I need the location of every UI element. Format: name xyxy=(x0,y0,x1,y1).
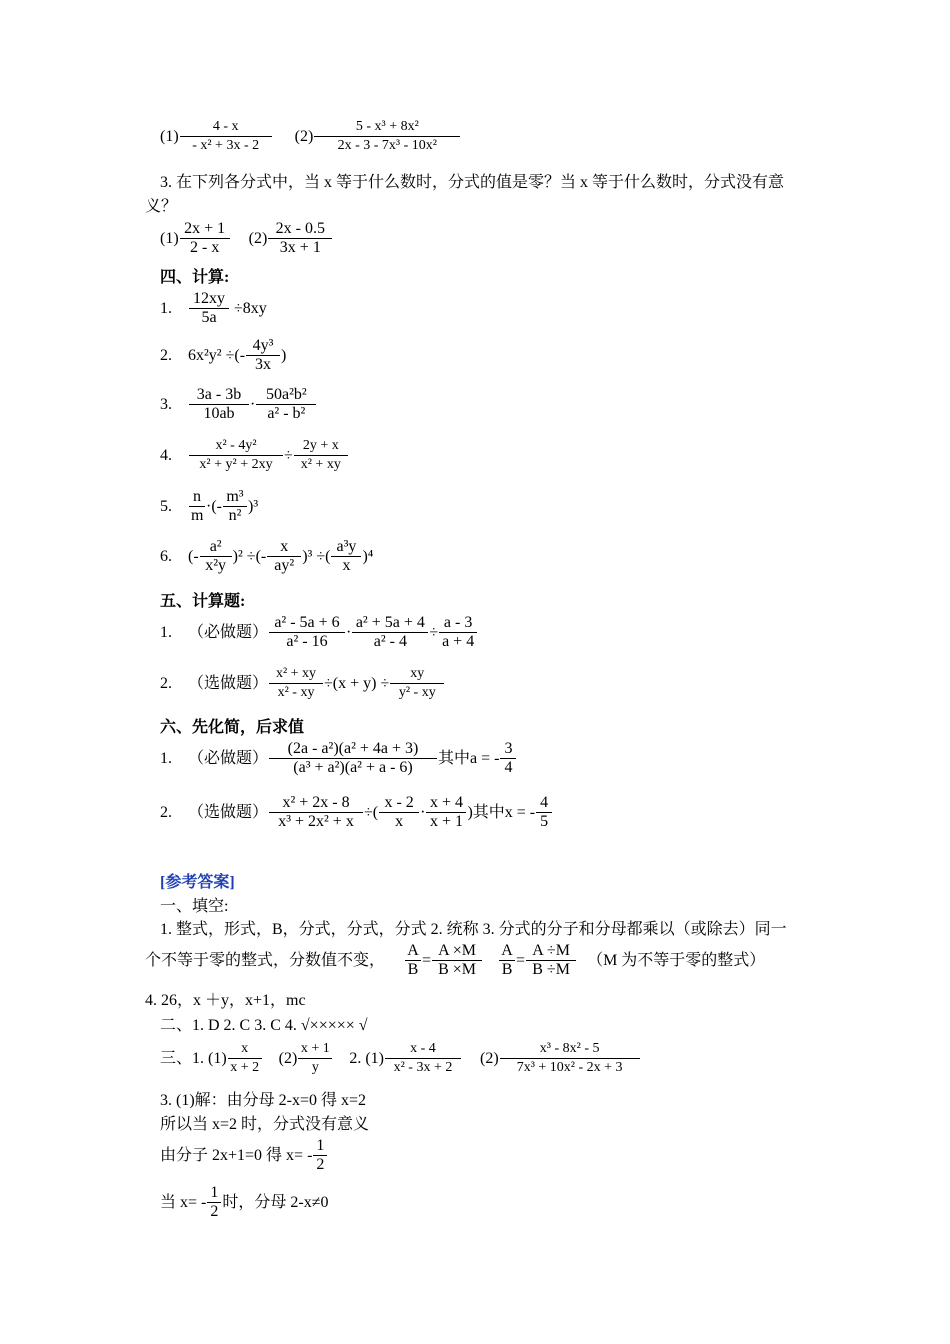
s6-p2-operator1: ÷( xyxy=(364,803,379,821)
s4-p5-denominator2: n² xyxy=(223,506,247,525)
answers-frac-adm-bdm xyxy=(526,942,576,979)
s5-p2-tag: （选做题） xyxy=(188,674,269,692)
s4-p1-denominator: 5a xyxy=(189,308,229,327)
s6-p1-numerator: (2a - a²)(a² + 4a + 3) xyxy=(287,740,419,757)
answers-s3-num1: x xyxy=(241,1041,249,1056)
s6-p2-denominator2: x xyxy=(379,812,419,831)
answers-solution-line1: 3. (1)解：由分母 2-x=0 得 x=2 xyxy=(160,1092,367,1109)
answers-fill-line2-head: 个不等于零的整式，分数值不变， xyxy=(145,951,386,969)
answers-eq-1: = xyxy=(422,951,432,969)
answers-fill-line2 xyxy=(145,942,765,979)
answers-half-1-den: 2 xyxy=(313,1155,327,1174)
s5-p1-numerator1: a² - 5a + 6 xyxy=(274,614,340,631)
s5-p1-operator1: · xyxy=(346,623,352,641)
answers-choice: 二、1. D 2. C 3. C 4. √××××× √ xyxy=(160,1017,368,1034)
answers-fill-title: 一、填空: xyxy=(160,898,229,915)
s4-p3-fraction1 xyxy=(189,386,249,423)
q3-items xyxy=(160,220,333,257)
s6-p2-denominator1: x³ + 2x² + x xyxy=(269,812,363,831)
s4-p3-numerator1: 3a - 3b xyxy=(196,386,242,403)
s6-p1-value-den: 4 xyxy=(500,758,516,777)
q2-item1-fraction xyxy=(180,118,272,155)
s4-problem3 xyxy=(160,386,317,423)
s4-p5-denominator1: m xyxy=(191,507,204,524)
s6-p1-value xyxy=(500,740,516,777)
s5-p1-fraction2 xyxy=(352,614,428,651)
answers-frac-b-2: B xyxy=(499,960,515,979)
q2-item2-numerator: 5 - x³ + 8x² xyxy=(355,119,419,134)
answers-frac-adm: A ÷M xyxy=(532,942,570,959)
s5-p1-numerator2: a² + 5a + 4 xyxy=(355,614,425,631)
s6-p2-tag: （选做题） xyxy=(188,803,269,821)
s6-p2-operator2: · xyxy=(420,803,426,821)
s4-p4-number: 4. xyxy=(160,446,172,464)
s4-p4-denominator1: x² + y² + 2xy xyxy=(189,455,283,474)
s4-p6-number: 6. xyxy=(160,547,172,565)
s6-problem2 xyxy=(160,794,553,831)
answers-solution-line4-tail: 时，分母 2-x≠0 xyxy=(222,1193,329,1211)
s4-p6-mid1: )² ÷(- xyxy=(232,547,267,565)
s4-p4-numerator2: 2y + x xyxy=(302,438,339,453)
s4-p6-fraction2 xyxy=(267,538,301,575)
answers-s3-den3: x² - 3x + 2 xyxy=(385,1058,461,1077)
s4-p6-mid2: )³ ÷( xyxy=(302,547,331,565)
answers-half-2-num: 1 xyxy=(210,1184,219,1201)
s4-p4-denominator2: x² + xy xyxy=(294,455,348,474)
s5-p1-denominator2: a² - 4 xyxy=(352,632,428,651)
q3-item2-denominator: 3x + 1 xyxy=(268,238,332,257)
answers-s3-num2: x + 1 xyxy=(300,1041,330,1056)
s4-problem6 xyxy=(160,538,373,575)
answers-s3-den1: x + 2 xyxy=(228,1058,262,1077)
answers-frac-a-2: A xyxy=(501,942,513,959)
answers-frac-a-1: A xyxy=(407,942,419,959)
section5-title: 五、计算题: xyxy=(160,593,246,610)
answers-half-1 xyxy=(313,1137,327,1174)
s4-p1-tail: ÷8xy xyxy=(234,299,267,317)
section6-title: 六、先化简，后求值 xyxy=(160,719,305,736)
s4-problem1 xyxy=(160,290,267,327)
s6-p2-value xyxy=(536,794,552,831)
s4-p3-denominator1: 10ab xyxy=(189,404,249,423)
s6-p2-denominator3: x + 1 xyxy=(426,812,466,831)
answers-s3-den2: y xyxy=(298,1058,332,1077)
s4-p6-head: (- xyxy=(188,547,199,565)
answers-section3 xyxy=(160,1040,641,1077)
s6-p2-numerator1: x² + 2x - 8 xyxy=(282,794,350,811)
s5-p2-mid: ÷(x + y) ÷ xyxy=(324,674,390,692)
s4-p5-mid: ·(- xyxy=(206,497,222,515)
s4-p4-operator: ÷ xyxy=(284,446,293,464)
s4-p3-denominator2: a² - b² xyxy=(256,404,316,423)
s6-p2-numerator2: x - 2 xyxy=(384,794,414,811)
s4-p6-numerator2: x xyxy=(280,538,289,555)
answers-s3-frac1 xyxy=(228,1040,262,1077)
s4-p1-number: 1. xyxy=(160,299,172,317)
s4-problem2 xyxy=(160,337,286,374)
s4-p6-fraction3 xyxy=(331,538,361,575)
s5-problem1 xyxy=(160,614,478,651)
answers-frac-bdm: B ÷M xyxy=(526,960,576,979)
s6-p1-mid: 其中a = - xyxy=(438,749,500,767)
q3-item1-fraction xyxy=(180,220,230,257)
s6-p1-tag: （必做题） xyxy=(188,749,269,767)
q2-item1-label: (1) xyxy=(160,127,179,145)
answers-frac-am-bm xyxy=(432,942,482,979)
answers-fill-line2-tail: （M 为不等于零的整式） xyxy=(587,951,766,969)
s4-p5-fraction2 xyxy=(223,488,247,525)
answers-solution-line3 xyxy=(160,1137,328,1174)
s6-p2-numerator3: x + 4 xyxy=(429,794,463,811)
answers-frac-bm: B ×M xyxy=(432,960,482,979)
s4-p2-fraction xyxy=(246,337,280,374)
s5-p2-numerator2: xy xyxy=(410,666,425,681)
s4-p6-numerator1: a² xyxy=(209,538,222,555)
s4-p3-numerator2: 50a²b² xyxy=(265,386,307,403)
q2-item2-denominator: 2x - 3 - 7x³ - 10x² xyxy=(314,136,460,155)
s6-p2-value-num: 4 xyxy=(540,794,549,811)
s6-p2-fraction3 xyxy=(426,794,466,831)
answers-s3-den4: 7x³ + 10x² - 2x + 3 xyxy=(500,1058,640,1077)
answers-solution-line4-head: 当 x= - xyxy=(160,1193,207,1211)
s4-p5-numerator2: m³ xyxy=(226,488,244,505)
answers-fill-line1: 1. 整式，形式，B，分式，分式，分式 2. 统称 3. 分式的分子和分母都乘以（或除去）同一 xyxy=(160,921,787,938)
s4-p5-fraction1 xyxy=(189,488,205,525)
s5-p1-denominator3: a + 4 xyxy=(439,632,477,651)
s4-p5-number: 5. xyxy=(160,497,172,515)
s6-p2-fraction1 xyxy=(269,794,363,831)
answers-title: [参考答案] xyxy=(160,874,235,891)
s5-p1-number: 1. xyxy=(160,623,172,641)
s4-p3-number: 3. xyxy=(160,395,172,413)
answers-solution-line3-text: 由分子 2x+1=0 得 x= - xyxy=(160,1146,313,1164)
s4-p6-tail: )⁴ xyxy=(362,547,374,565)
s6-p2-mid: )其中x = - xyxy=(467,803,536,821)
s4-p5-tail: )³ xyxy=(247,497,259,515)
q2-item2-label: (2) xyxy=(294,127,314,145)
s5-p1-tag: （必做题） xyxy=(188,623,269,641)
s5-p1-operator2: ÷ xyxy=(429,623,439,641)
s6-problem1 xyxy=(160,740,517,777)
s5-p2-number: 2. xyxy=(160,674,172,692)
answers-s3-label3: 2. (1) xyxy=(349,1049,384,1067)
answers-s3-label2: (2) xyxy=(278,1049,298,1067)
answers-s3-label4: (2) xyxy=(479,1049,499,1067)
s5-p1-fraction1 xyxy=(269,614,345,651)
answers-s3-frac3 xyxy=(385,1040,461,1077)
s4-p5-numerator1: n xyxy=(193,488,201,505)
s4-p4-fraction1 xyxy=(189,437,283,474)
q2-item2-fraction xyxy=(314,118,460,155)
answers-half-2 xyxy=(207,1184,221,1221)
s6-p1-fraction xyxy=(269,740,437,777)
s4-p6-denominator1: x²y xyxy=(200,556,232,575)
answers-solution-line2: 所以当 x=2 时，分式没有意义 xyxy=(160,1116,370,1133)
s4-p6-denominator2: ay² xyxy=(267,556,301,575)
s4-p6-numerator3: a³y xyxy=(336,538,357,555)
s4-p2-denominator: 3x xyxy=(246,355,280,374)
s6-p1-number: 1. xyxy=(160,749,172,767)
answers-s3-num3: x - 4 xyxy=(410,1041,436,1056)
s6-p2-value-den: 5 xyxy=(536,812,552,831)
s4-p3-fraction2 xyxy=(256,386,316,423)
s5-p1-denominator1: a² - 16 xyxy=(269,632,345,651)
q3-item2-label: (2) xyxy=(248,229,268,247)
section4-title: 四、计算: xyxy=(160,269,230,286)
s4-p4-numerator1: x² - 4y² xyxy=(215,438,257,453)
q3-text-line2: 义？ xyxy=(145,198,178,215)
s5-p2-denominator1: x² - xy xyxy=(269,683,323,702)
s5-p1-numerator3: a - 3 xyxy=(443,614,473,631)
answers-s3-num4: x³ - 8x² - 5 xyxy=(539,1041,600,1056)
s4-p1-fraction xyxy=(189,290,229,327)
s4-p3-operator: · xyxy=(250,395,256,413)
s4-problem4 xyxy=(160,437,349,474)
q3-item2-numerator: 2x - 0.5 xyxy=(275,220,325,237)
q3-item1-label: (1) xyxy=(160,229,179,247)
s5-p2-numerator1: x² + xy xyxy=(275,666,317,681)
s6-p2-fraction2 xyxy=(379,794,419,831)
s4-p4-fraction2 xyxy=(294,437,348,474)
answers-s3-frac4 xyxy=(500,1040,640,1077)
q2-item1-numerator: 4 - x xyxy=(212,119,239,134)
s5-p2-fraction2 xyxy=(390,665,444,702)
s4-p6-denominator3: x xyxy=(331,556,361,575)
answers-eq-2: = xyxy=(516,951,526,969)
answers-s3-head: 三、1. (1) xyxy=(160,1049,227,1067)
s4-p1-numerator: 12xy xyxy=(193,290,225,307)
s4-p2-tail: ) xyxy=(281,346,287,364)
s4-problem5 xyxy=(160,488,258,525)
s4-p2-number: 2. xyxy=(160,346,172,364)
s6-p1-denominator: (a³ + a²)(a² + a - 6) xyxy=(269,758,437,777)
answers-solution-line4 xyxy=(160,1184,328,1221)
answers-frac-a-b-2 xyxy=(499,942,515,979)
q3-item2-fraction xyxy=(268,220,332,257)
answers-half-1-num: 1 xyxy=(316,1137,325,1154)
answers-frac-a-b-1 xyxy=(405,942,421,979)
s6-p1-value-num: 3 xyxy=(504,740,513,757)
s4-p2-numerator: 4y³ xyxy=(252,337,274,354)
q3-item1-numerator: 2x + 1 xyxy=(184,220,226,237)
answers-s3-frac2 xyxy=(298,1040,332,1077)
s4-p6-fraction1 xyxy=(200,538,232,575)
s5-p1-fraction3 xyxy=(439,614,477,651)
answers-fill-line4: 4. 26，x ＋y，x+1，mc xyxy=(145,992,306,1009)
s6-p2-number: 2. xyxy=(160,803,172,821)
q2-item1-denominator: - x² + 3x - 2 xyxy=(180,136,272,155)
answers-frac-b-1: B xyxy=(405,960,421,979)
answers-frac-am: A ×M xyxy=(438,942,476,959)
s5-problem2 xyxy=(160,665,445,702)
q3-item1-denominator: 2 - x xyxy=(180,238,230,257)
s4-p2-head: 6x²y² ÷(- xyxy=(188,346,246,364)
s5-p2-denominator2: y² - xy xyxy=(390,683,444,702)
q3-text-line1: 3. 在下列各分式中，当 x 等于什么数时，分式的值是零？当 x 等于什么数时，分式没有意 xyxy=(160,174,785,191)
s5-p2-fraction1 xyxy=(269,665,323,702)
answers-half-2-den: 2 xyxy=(207,1202,221,1221)
q2-items xyxy=(160,118,461,155)
